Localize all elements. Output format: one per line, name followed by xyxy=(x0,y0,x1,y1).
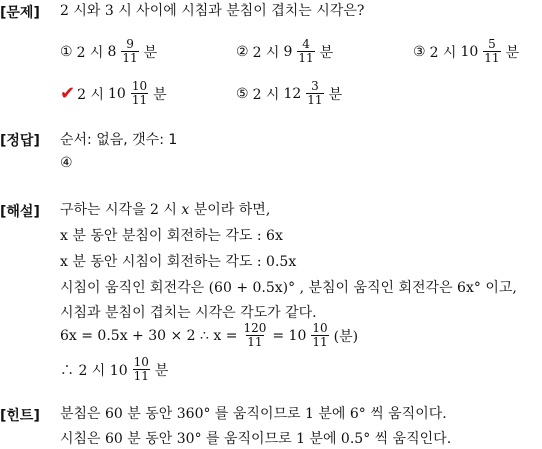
option-unit: 분 xyxy=(319,44,334,61)
variable: x xyxy=(181,202,190,218)
option-unit: 분 xyxy=(328,86,343,103)
equation-fraction xyxy=(311,322,328,349)
explanation-line-7 xyxy=(60,356,168,383)
explanation-line-5: 시침과 분침이 겹치는 시각은 각도가 같다. xyxy=(60,305,317,321)
question-text: 2 시와 3 시 사이에 시침과 분침이 겹치는 시각은? xyxy=(60,3,365,19)
option-3[interactable] xyxy=(413,38,519,65)
fraction-denominator: 11 xyxy=(307,93,323,107)
equation-part: = 10 xyxy=(272,327,307,344)
option-whole: 8 xyxy=(107,43,117,60)
equation-part: 분 xyxy=(154,362,169,379)
option-5[interactable] xyxy=(236,80,342,107)
option-unit: 분 xyxy=(153,86,167,103)
fraction-numerator: 10 xyxy=(312,321,328,335)
equation-fraction xyxy=(133,356,150,383)
option-marker: ① xyxy=(60,43,73,60)
option-2[interactable] xyxy=(236,38,333,65)
option-fraction xyxy=(121,38,138,65)
fraction-denominator: 11 xyxy=(484,51,500,65)
fraction-denominator: 11 xyxy=(298,51,314,65)
fraction-numerator: 3 xyxy=(311,79,319,93)
option-prefix: 2 시 xyxy=(77,86,104,103)
fraction-denominator: 11 xyxy=(133,369,149,383)
option-1[interactable] xyxy=(60,38,157,65)
fraction-numerator: 120 xyxy=(243,321,267,335)
text-segment: 분이라 하면, xyxy=(193,202,271,218)
fraction-numerator: 4 xyxy=(302,37,310,51)
explanation-line-4: 시침이 움직인 회전각은 (60 + 0.5x)° , 분침이 움직인 회전각은 6x° 이고, xyxy=(60,280,517,296)
problem-label: [문제] xyxy=(0,5,40,21)
explanation-line-3: x 분 동안 시침이 회전하는 각도 : 0.5x xyxy=(60,254,297,270)
option-prefix: 2 시 xyxy=(252,86,280,103)
equation-part: (분) xyxy=(333,328,359,345)
option-marker: ⑤ xyxy=(236,85,249,102)
option-fraction xyxy=(483,38,500,65)
option-whole: 10 xyxy=(460,43,479,60)
option-fraction xyxy=(306,80,323,107)
equation-part: 6x = 0.5x + 30 × 2 ∴ x = xyxy=(60,327,238,344)
option-prefix: 2 시 xyxy=(429,44,457,61)
fraction-numerator: 10 xyxy=(131,79,148,93)
answer-choice: ④ xyxy=(60,155,73,171)
option-fraction xyxy=(131,80,148,107)
fraction-denominator: 11 xyxy=(131,93,148,107)
answer-label: [정답] xyxy=(0,133,40,149)
option-prefix: 2 시 xyxy=(252,44,280,61)
fraction-denominator: 11 xyxy=(122,51,138,65)
fraction-numerator: 10 xyxy=(133,355,149,369)
option-prefix: 2 시 xyxy=(76,44,104,61)
equation-fraction xyxy=(242,322,267,349)
explanation-line-1 xyxy=(60,201,270,219)
answer-info: 순서: 없음, 갯수: 1 xyxy=(60,132,178,148)
fraction-numerator: 9 xyxy=(126,37,134,51)
fraction-numerator: 5 xyxy=(488,37,496,51)
text-segment: 구하는 시각을 2 시 xyxy=(60,202,177,218)
fraction-denominator: 11 xyxy=(247,335,263,349)
option-whole: 12 xyxy=(283,85,302,102)
option-marker: ③ xyxy=(413,43,426,60)
option-whole: 9 xyxy=(283,43,293,60)
explanation-line-6 xyxy=(60,322,358,349)
option-marker: ② xyxy=(236,43,249,60)
option-unit: 분 xyxy=(143,44,158,61)
option-fraction xyxy=(297,38,314,65)
option-4[interactable] xyxy=(60,80,167,107)
explanation-label: [해설] xyxy=(0,204,40,220)
option-whole: 10 xyxy=(107,85,126,102)
hint-label: [힌트] xyxy=(0,408,40,424)
option-unit: 분 xyxy=(505,44,520,61)
hint-line-2: 시침은 60 분 동안 30° 를 움직이므로 1 분에 0.5° 씩 움직인다. xyxy=(60,431,452,447)
fraction-denominator: 11 xyxy=(312,335,328,349)
explanation-line-2: x 분 동안 분침이 회전하는 각도 : 6x xyxy=(60,228,283,244)
equation-part: ∴ 2 시 10 xyxy=(60,362,128,379)
hint-line-1: 분침은 60 분 동안 360° 를 움직이므로 1 분에 6° 씩 움직이다. xyxy=(60,406,447,422)
check-icon: ✔ xyxy=(60,83,76,104)
